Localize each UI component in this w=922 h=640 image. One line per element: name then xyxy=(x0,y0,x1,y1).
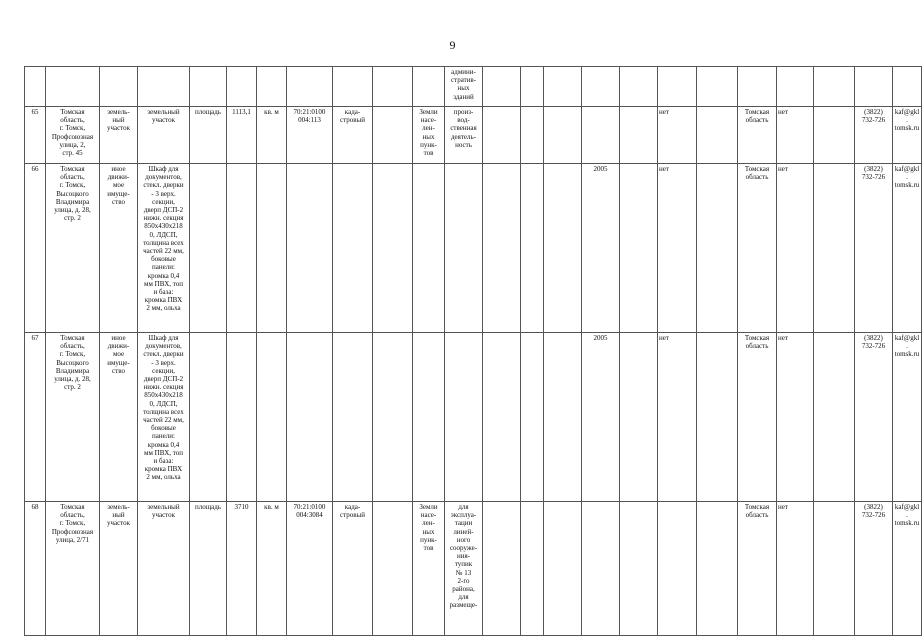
blank-cell xyxy=(814,67,855,107)
cadastral-number-text: 70:21:0100 004:113 xyxy=(293,108,326,125)
cadastral-number-cell xyxy=(287,164,333,333)
phone-cell xyxy=(855,164,893,333)
blank-cell xyxy=(697,164,738,333)
encumbrance-cell xyxy=(658,67,697,107)
year-cell xyxy=(582,164,620,333)
encumbrance-cell xyxy=(658,107,697,164)
object-type-cell xyxy=(100,107,138,164)
blank-cell xyxy=(373,502,413,636)
permitted-use-text: произ- вод- ственная деятель- ность xyxy=(450,108,477,149)
blank-cell xyxy=(483,67,521,107)
phone-cell xyxy=(855,502,893,636)
parameter-value-text: 3710 xyxy=(234,503,249,511)
row-number-text: 65 xyxy=(31,108,39,116)
right-holder-cell xyxy=(777,502,814,636)
parameter-cell xyxy=(190,333,227,502)
object-type-cell xyxy=(100,502,138,636)
blank-cell xyxy=(483,107,521,164)
object-type-text: земель- ный участок xyxy=(106,503,131,528)
phone-text: (3822) 732-726 xyxy=(861,108,886,125)
land-category-cell xyxy=(413,333,445,502)
blank-cell xyxy=(697,107,738,164)
encumbrance-cell xyxy=(658,164,697,333)
year-text: 2005 xyxy=(593,165,608,173)
blank-cell xyxy=(373,333,413,502)
right-holder-cell xyxy=(777,333,814,502)
encumbrance-text: нет xyxy=(659,108,669,116)
object-type-cell xyxy=(100,164,138,333)
permitted-use-cell xyxy=(445,107,483,164)
permitted-use-text: админи- стратив- ных зданий xyxy=(450,68,477,101)
table-row xyxy=(25,67,922,107)
blank-cell xyxy=(620,502,658,636)
blank-cell xyxy=(521,502,544,636)
cadastral-number-text: 70:21:0100 004:3084 xyxy=(293,503,326,520)
number-type-cell xyxy=(333,107,373,164)
blank-cell xyxy=(373,67,413,107)
parameter-cell xyxy=(190,164,227,333)
number-type-cell xyxy=(333,164,373,333)
owner-cell xyxy=(738,67,777,107)
object-type-cell xyxy=(100,67,138,107)
right-holder-cell xyxy=(777,164,814,333)
owner-text: Томская область xyxy=(744,108,770,125)
object-name-cell xyxy=(138,333,190,502)
number-type-text: када- стровый xyxy=(339,503,365,520)
unit-text: кв. м xyxy=(264,503,279,511)
row-number-text: 67 xyxy=(31,334,39,342)
row-number-cell xyxy=(25,164,46,333)
register-body xyxy=(25,67,922,636)
object-type-cell xyxy=(100,333,138,502)
year-cell xyxy=(582,107,620,164)
row-number-cell xyxy=(25,107,46,164)
owner-cell xyxy=(738,107,777,164)
owner-cell xyxy=(738,164,777,333)
object-name-text: земельный участок xyxy=(147,108,180,125)
land-category-text: Земли насе- лен- ных пунк- тов xyxy=(419,503,438,553)
permitted-use-cell xyxy=(445,67,483,107)
right-holder-text: нет xyxy=(778,108,788,116)
table-row xyxy=(25,502,922,636)
right-holder-text: нет xyxy=(778,334,788,342)
permitted-use-cell xyxy=(445,502,483,636)
phone-text: (3822) 732-726 xyxy=(861,503,886,520)
land-category-cell xyxy=(413,502,445,636)
property-register-table xyxy=(24,66,922,636)
encumbrance-text: нет xyxy=(659,165,669,173)
right-holder-cell xyxy=(777,107,814,164)
parameter-value-cell xyxy=(227,502,257,636)
number-type-cell xyxy=(333,333,373,502)
object-name-cell xyxy=(138,502,190,636)
cadastral-number-cell xyxy=(287,107,333,164)
parameter-value-cell xyxy=(227,67,257,107)
unit-text: кв. м xyxy=(264,108,279,116)
object-name-cell xyxy=(138,107,190,164)
email-text: kaf@gkl. tomsk.ru xyxy=(894,503,920,528)
year-text: 2005 xyxy=(593,334,608,342)
blank-cell xyxy=(697,67,738,107)
row-number-cell xyxy=(25,333,46,502)
object-name-text: Шкаф для документов, стекл. дверки - 3 верх. секции, дверп ДСП-2 нижн. секция 850х430х218 0, ЛДСП, толщина всех частей 22 мм, боковые панели: кромка 0,4 мм ПВХ, топ и база: кромка ПВХ 2 мм, ольха xyxy=(143,165,184,313)
address-cell xyxy=(46,67,100,107)
row-number-text: 68 xyxy=(31,503,39,511)
land-category-cell xyxy=(413,107,445,164)
object-type-text: земель- ный участок xyxy=(106,108,131,133)
unit-cell xyxy=(257,107,287,164)
owner-text: Томская область xyxy=(744,334,770,351)
parameter-value-cell xyxy=(227,333,257,502)
blank-cell xyxy=(620,333,658,502)
blank-cell xyxy=(697,333,738,502)
row-number-text: 66 xyxy=(31,165,39,173)
address-text: Томская область, г. Томск, Высоцкого Владимира улица, д. 28, стр. 2 xyxy=(54,165,91,223)
address-cell xyxy=(46,107,100,164)
table-row xyxy=(25,333,922,502)
address-text: Томская область, г. Томск, Профсоюзная улица, 2, стр. 45 xyxy=(51,108,94,158)
cadastral-number-cell xyxy=(287,333,333,502)
phone-text: (3822) 732-726 xyxy=(861,165,886,182)
parameter-cell xyxy=(190,502,227,636)
object-name-text: Шкаф для документов, стекл. дверки - 3 верх. секции, дверп ДСП-2 нижн. секция 850х430х218 0, ЛДСП, толщина всех частей 22 мм, боковые панели: кромка 0,4 мм ПВХ, топ и база: кромка ПВХ 2 мм, ольха xyxy=(143,334,184,482)
blank-cell xyxy=(620,107,658,164)
blank-cell xyxy=(814,502,855,636)
email-text: kaf@gkl. tomsk.ru xyxy=(894,334,920,359)
blank-cell xyxy=(620,67,658,107)
row-number-cell xyxy=(25,67,46,107)
parameter-text: площадь xyxy=(195,503,221,511)
address-cell xyxy=(46,502,100,636)
blank-cell xyxy=(521,164,544,333)
email-text: kaf@gkl. tomsk.ru xyxy=(894,165,920,190)
blank-cell xyxy=(620,164,658,333)
unit-cell xyxy=(257,164,287,333)
blank-cell xyxy=(521,67,544,107)
blank-cell xyxy=(544,107,582,164)
blank-cell xyxy=(521,107,544,164)
email-cell xyxy=(893,107,922,164)
email-cell xyxy=(893,164,922,333)
phone-cell xyxy=(855,107,893,164)
owner-cell xyxy=(738,502,777,636)
permitted-use-cell xyxy=(445,333,483,502)
blank-cell xyxy=(814,333,855,502)
parameter-cell xyxy=(190,67,227,107)
object-name-cell xyxy=(138,164,190,333)
cadastral-number-cell xyxy=(287,502,333,636)
address-cell xyxy=(46,333,100,502)
phone-text: (3822) 732-726 xyxy=(861,334,886,351)
right-holder-text: нет xyxy=(778,503,788,511)
address-text: Томская область, г. Томск, Высоцкого Владимира улица, д. 28, стр. 2 xyxy=(54,334,91,392)
unit-cell xyxy=(257,333,287,502)
blank-cell xyxy=(483,164,521,333)
encumbrance-cell xyxy=(658,333,697,502)
number-type-cell xyxy=(333,67,373,107)
email-cell xyxy=(893,502,922,636)
email-cell xyxy=(893,67,922,107)
object-type-text: иное движи- мое имуще- ство xyxy=(107,334,130,375)
blank-cell xyxy=(521,333,544,502)
phone-cell xyxy=(855,67,893,107)
parameter-text: площадь xyxy=(195,108,221,116)
blank-cell xyxy=(814,107,855,164)
blank-cell xyxy=(697,502,738,636)
cadastral-number-cell xyxy=(287,67,333,107)
encumbrance-cell xyxy=(658,502,697,636)
owner-text: Томская область xyxy=(744,165,770,182)
blank-cell xyxy=(544,67,582,107)
blank-cell xyxy=(373,107,413,164)
object-name-cell xyxy=(138,67,190,107)
land-category-text: Земли насе- лен- ных пунк- тов xyxy=(419,108,438,158)
table-row xyxy=(25,107,922,164)
permitted-use-cell xyxy=(445,164,483,333)
page-number: 9 xyxy=(449,38,456,52)
permitted-use-text: для эксплуа- тации линей- ного сооруже- ния- тупик № 13 2-го района, для размеще- xyxy=(449,503,478,610)
year-cell xyxy=(582,333,620,502)
address-text: Томская область, г. Томск, Профсоюзная улица, 2/71 xyxy=(51,503,94,544)
number-type-cell xyxy=(333,502,373,636)
object-type-text: иное движи- мое имуще- ство xyxy=(107,165,130,206)
blank-cell xyxy=(544,164,582,333)
blank-cell xyxy=(814,164,855,333)
parameter-value-cell xyxy=(227,107,257,164)
email-text: kaf@gkl. tomsk.ru xyxy=(894,108,920,133)
object-name-text: земельный участок xyxy=(147,503,180,520)
land-category-cell xyxy=(413,164,445,333)
blank-cell xyxy=(483,333,521,502)
year-cell xyxy=(582,67,620,107)
right-holder-text: нет xyxy=(778,165,788,173)
address-cell xyxy=(46,164,100,333)
phone-cell xyxy=(855,333,893,502)
owner-cell xyxy=(738,333,777,502)
row-number-cell xyxy=(25,502,46,636)
blank-cell xyxy=(544,333,582,502)
year-cell xyxy=(582,502,620,636)
unit-cell xyxy=(257,67,287,107)
parameter-value-cell xyxy=(227,164,257,333)
encumbrance-text: нет xyxy=(659,334,669,342)
blank-cell xyxy=(544,502,582,636)
blank-cell xyxy=(373,164,413,333)
land-category-cell xyxy=(413,67,445,107)
owner-text: Томская область xyxy=(744,503,770,520)
table-row xyxy=(25,164,922,333)
right-holder-cell xyxy=(777,67,814,107)
unit-cell xyxy=(257,502,287,636)
number-type-text: када- стровый xyxy=(339,108,365,125)
parameter-value-text: 1113,1 xyxy=(232,108,251,116)
email-cell xyxy=(893,333,922,502)
parameter-cell xyxy=(190,107,227,164)
blank-cell xyxy=(483,502,521,636)
